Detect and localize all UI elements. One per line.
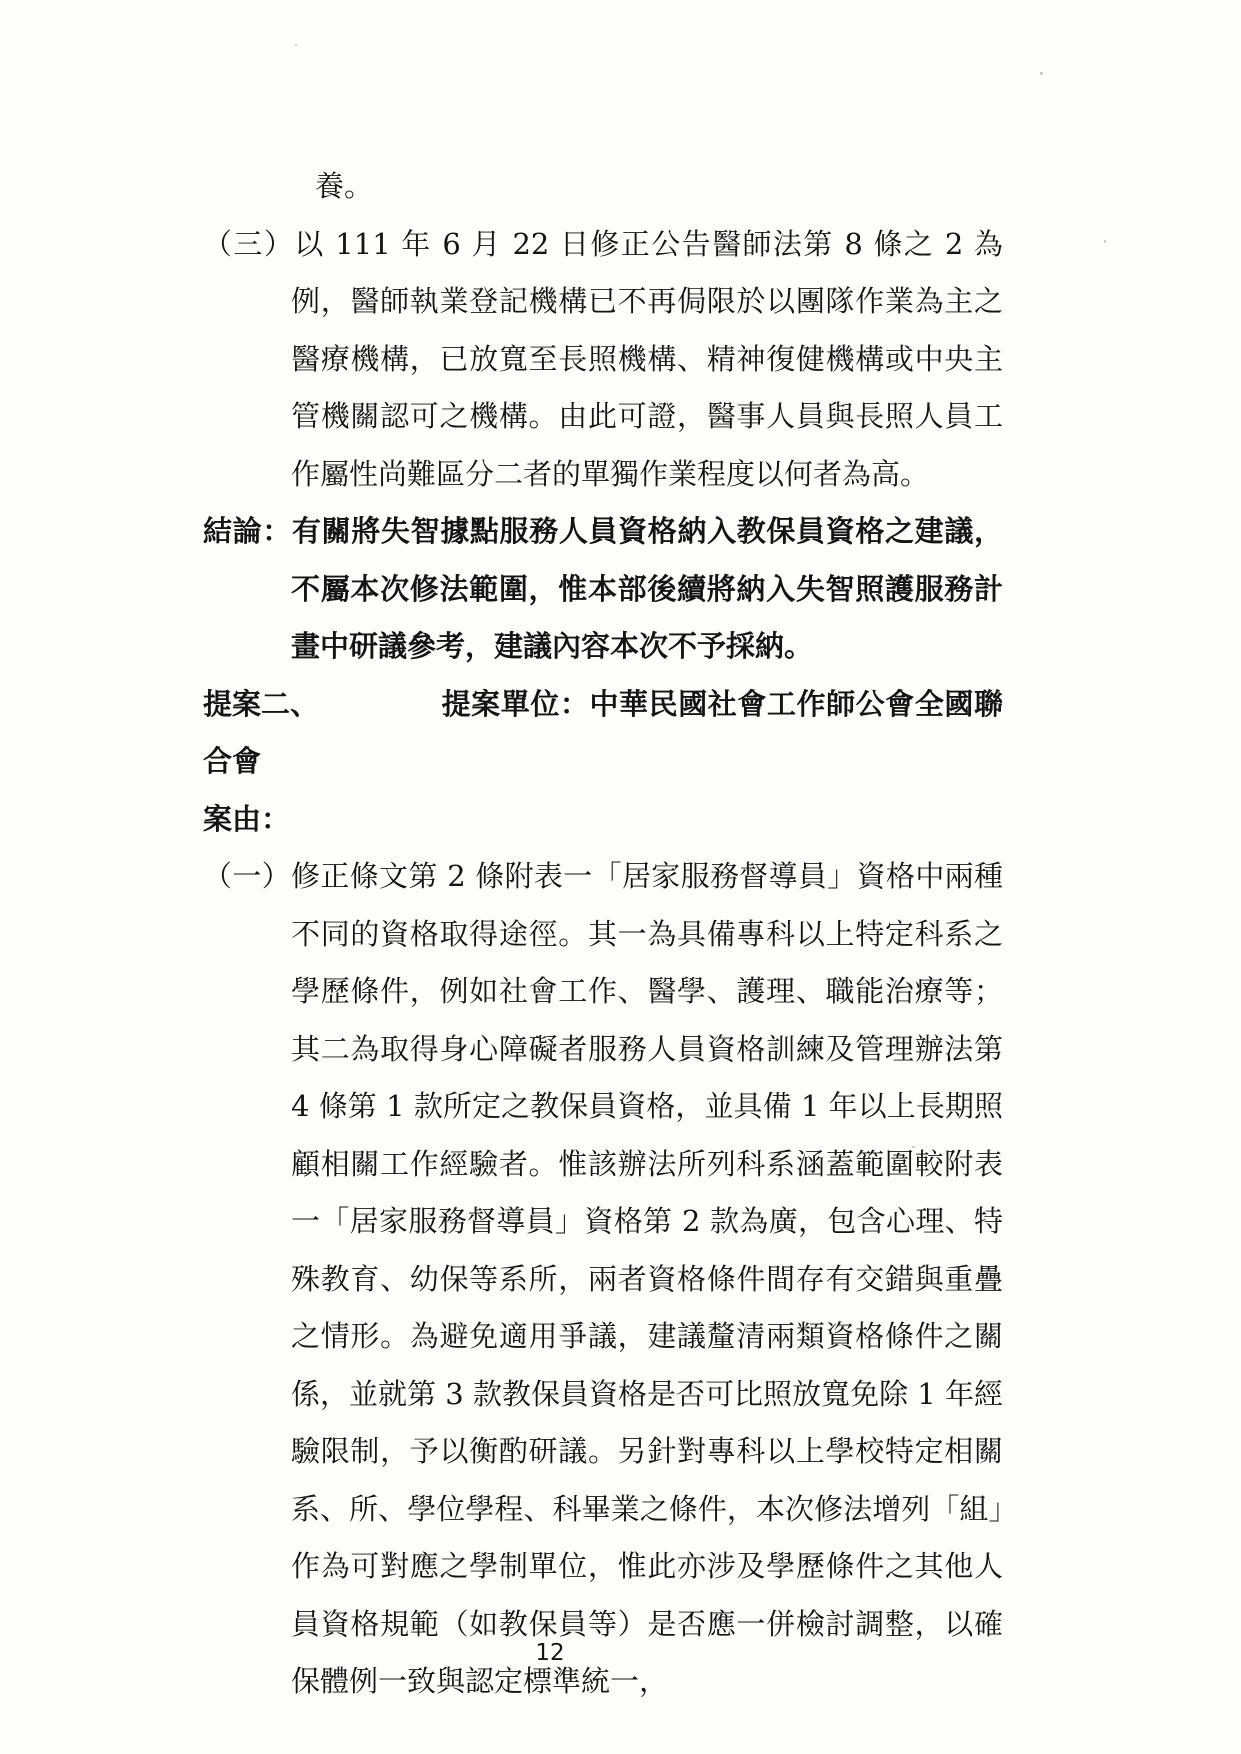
carryover-line: 養。	[315, 169, 374, 203]
item-three-text: 以 111 年 6 月 22 日修正公告醫師法第 8 條之 2 為例，醫師執業登記機構已不再侷限於以團隊作業為主之醫療機構，已放寬至長照機構、精神復健機構或中央主管機關認可之機構。由此可證，醫事人員與長照人員工作屬性尚難區分二者的單獨作業程度以何者為高。	[291, 226, 1003, 491]
page-content	[203, 158, 1003, 1711]
scan-speckle	[1040, 72, 1043, 75]
scan-speckle	[1104, 240, 1106, 243]
conclusion-label: 結論：	[203, 514, 292, 548]
conclusion-paragraph	[203, 503, 1003, 676]
proposal-two-heading	[203, 676, 1003, 791]
item-one-paragraph	[203, 848, 1003, 1711]
page-number: 12	[535, 1640, 565, 1666]
scan-speckle	[295, 44, 297, 46]
item-one-text: 修正條文第 2 條附表一「居家服務督導員」資格中兩種不同的資格取得途徑。其一為具備專科以上特定科系之學歷條件，例如社會工作、醫學、護理、職能治療等；其二為取得身心障礙者服務人員資格訓練及管理辦法第 4 條第 1 款所定之教保員資格，並具備 1 年以上長期照顧相關工作經驗者。惟該辦法所列科系涵蓋範圍較附表一「居家服務督導員」資格第 2 款為廣，包含心理、特殊教育、幼保等系所，兩者資格條件間存有交錯與重疊之情形。為避免適用爭議，建議釐清兩類資格條件之關係，並就第 3 款教保員資格是否可比照放寬免除 1 年經驗限制，予以衡酌研議。另針對專科以上學校特定相關系、所、學位學程、科畢業之條件，本次修法增列「組」作為可對應之學制單位，惟此亦涉及學歷條件之其他人員資格規範（如教保員等）是否應一併檢討調整，以確保體例一致與認定標準統一，	[291, 859, 1003, 1698]
item-three-paragraph	[203, 216, 1003, 504]
subject-label: 案由：	[203, 801, 291, 836]
item-three-label: （三）	[203, 226, 295, 261]
proposal-two-unit: 提案單位：中華民國社會工作師公會全國聯合會	[203, 686, 1003, 778]
item-one-label: （一）	[203, 859, 292, 893]
proposal-two-number: 提案二、	[203, 686, 320, 721]
conclusion-text: 有關將失智據點服務人員資格納入教保員資格之建議，不屬本次修法範圍，惟本部後續將納入失智照護服務計畫中研議參考，建議內容本次不予採納。	[291, 514, 1003, 663]
